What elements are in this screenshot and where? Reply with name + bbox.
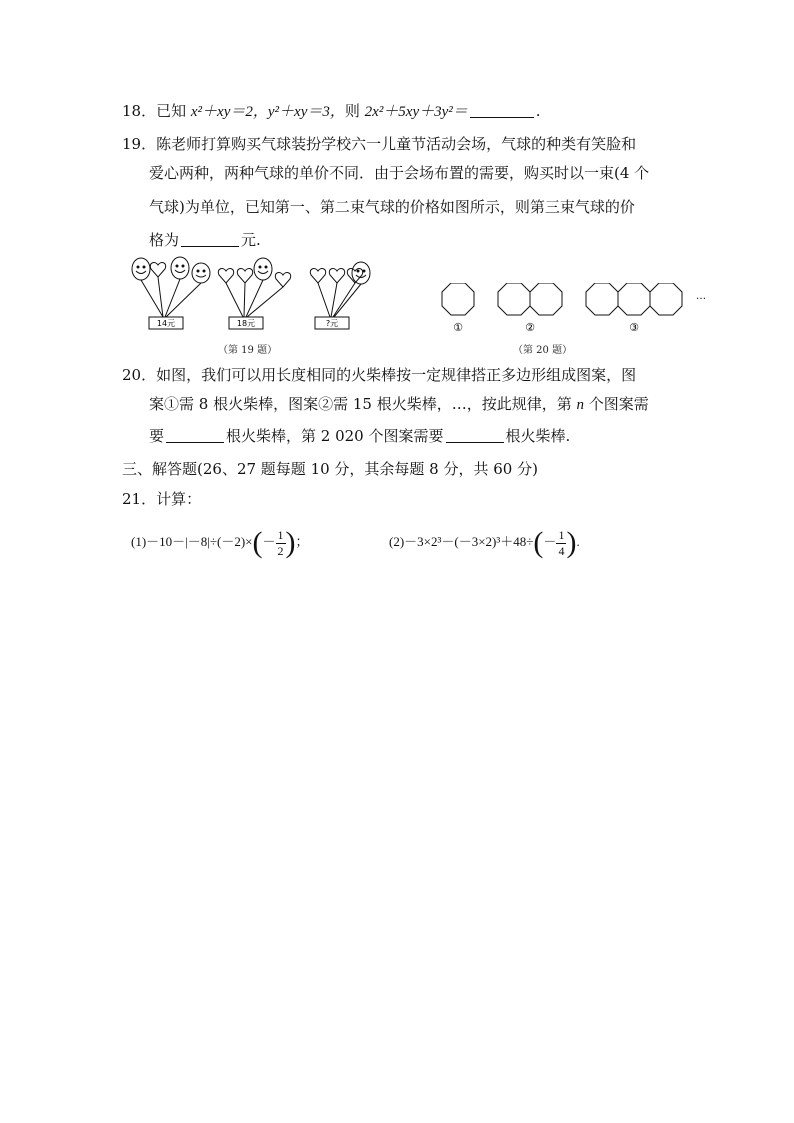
- octagon: [618, 283, 650, 315]
- octagon: [498, 283, 530, 315]
- expression: (2)－3×2³－(－3×2)³＋48÷: [389, 533, 534, 549]
- price-label-1: 14元: [156, 319, 176, 328]
- question-number: 18．: [122, 102, 157, 120]
- question-18: [122, 96, 541, 128]
- answer-blank[interactable]: [446, 428, 504, 443]
- sign: －: [262, 533, 276, 549]
- question-text: 则: [344, 102, 360, 120]
- price-label-2: 18元: [236, 319, 256, 328]
- question-line: 陈老师打算购买气球装扮学校六一儿童节活动会场，气球的种类有笑脸和: [156, 135, 637, 153]
- fraction: $\frac{1}{2}$: [277, 527, 284, 558]
- target-expression: 2x²＋5xy＋3y²＝: [364, 104, 468, 120]
- question-text: 元.: [241, 231, 261, 249]
- equation-1: x²＋xy＝2，: [190, 104, 268, 120]
- pattern-label-2: ②: [525, 321, 535, 334]
- variable-n: n: [576, 397, 584, 413]
- pattern-label-1: ①: [453, 321, 463, 334]
- price-label-3: ?元: [325, 319, 339, 328]
- question-text: 计算：: [156, 490, 202, 508]
- octagon: [586, 283, 618, 315]
- question-number: 21．: [122, 490, 157, 508]
- question-number: 20．: [122, 366, 157, 384]
- question-number: 19．: [122, 135, 157, 153]
- ellipsis: …: [696, 291, 706, 302]
- balloon-bunch-3: [310, 262, 370, 329]
- equation-2: y²＋xy＝3，: [267, 104, 345, 120]
- question-text: 个图案需: [588, 395, 649, 413]
- question-line: [149, 393, 649, 414]
- question-line: [149, 425, 570, 446]
- question-text: 根火柴棒，第 2 020 个图案需要: [226, 427, 444, 445]
- pattern-label-3: ③: [629, 321, 639, 334]
- answer-blank[interactable]: [470, 103, 534, 118]
- punctuation: ；: [295, 533, 309, 549]
- octagon: [530, 283, 562, 315]
- calculation-2: (2)－3×2³－(－3×2)³＋48÷(－ $\frac{1}{4}$ ).: [389, 526, 580, 559]
- question-text: 已知: [156, 102, 187, 120]
- calculation-1: (1)－10－|－8|÷(－2)×(－ $\frac{1}{2}$ )；: [131, 526, 309, 559]
- figure-19-caption: （第 19 题）: [218, 345, 278, 356]
- answer-blank[interactable]: [181, 232, 239, 247]
- question-text: 要: [149, 427, 165, 445]
- question-21: [122, 484, 201, 515]
- section-heading: 三、解答题(26、27 题每题 10 分，其余每题 8 分，共 60 分): [122, 460, 538, 478]
- octagon: [650, 283, 682, 315]
- figure-20-caption: （第 20 题）: [513, 345, 573, 356]
- octagon: [442, 283, 474, 315]
- question-20: [122, 360, 636, 391]
- question-line: 爱心两种，两种气球的单价不同．由于会场布置的需要，购买时以一束(4 个: [149, 164, 650, 182]
- question-line: [149, 229, 261, 250]
- sign: －: [543, 533, 557, 549]
- question-line: 气球)为单位，已知第一、第二束气球的价格如图所示，则第三束气球的价: [149, 198, 635, 216]
- question-text: 格为: [149, 231, 180, 249]
- question-19: [122, 129, 636, 160]
- octagon-figure: [438, 283, 708, 335]
- question-text: 案①需 8 根火柴棒，图案②需 15 根火柴棒，…，按此规律，第: [149, 395, 572, 413]
- answer-blank[interactable]: [166, 428, 224, 443]
- balloon-figure: [125, 255, 385, 335]
- expression: (1)－10－|－8|÷(－2)×: [131, 533, 253, 549]
- question-line: 如图，我们可以用长度相同的火柴棒按一定规律搭正多边形组成图案，图: [156, 366, 637, 384]
- question-text: 根火柴棒.: [505, 427, 571, 445]
- punctuation: .: [576, 533, 580, 549]
- period: .: [535, 102, 541, 120]
- fraction: $\frac{1}{4}$: [558, 527, 565, 558]
